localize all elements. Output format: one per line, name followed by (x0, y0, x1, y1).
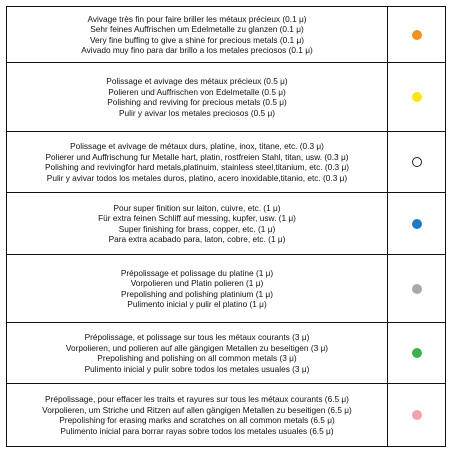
description-line-english: Polishing and revivingfor hard metals,platinuim, stainless steel,titanium, etc. (0.3 μ) (44, 162, 350, 172)
polishing-grades-table (6, 6, 446, 446)
color-cell (388, 132, 445, 192)
description-line-spanish: Pulir y avivar todos los metales duros, platino, acero inoxidable,titanio, etc. (0.3 μ) (46, 172, 348, 183)
table-row (6, 7, 446, 63)
pink-dot-icon (412, 410, 422, 420)
description-line-french: Avivage très fin pour faire briller les métaux précieux (0.1 μ) (87, 13, 307, 24)
table-row (6, 193, 446, 255)
description-line-french: Prépolissage et polissage du platine (1 μ) (120, 267, 274, 278)
green-dot-icon (412, 348, 422, 358)
color-cell (388, 193, 445, 254)
description-cell (7, 323, 388, 383)
table-row (6, 132, 446, 193)
description-line-spanish: Pulimento inicial y pulir el platino (1 μ) (127, 299, 267, 309)
yellow-dot-icon (412, 92, 422, 102)
description-cell (7, 255, 388, 322)
table-row (6, 323, 446, 384)
table-row (6, 63, 446, 132)
color-cell (388, 384, 445, 446)
description-line-english: Polishing and reviving for precious metals (0.5 μ) (107, 97, 287, 107)
color-cell (388, 255, 445, 322)
description-line-english: Prepolishing for erasing marks and scratches on all common metals (6.5 μ) (59, 415, 335, 425)
description-cell (7, 193, 388, 254)
blue-dot-icon (412, 219, 422, 229)
orange-dot-icon (412, 30, 422, 40)
color-cell (388, 323, 445, 383)
description-line-english: Prepolishing and polishing on all common metals (3 μ) (97, 353, 297, 363)
description-line-german: Polieren und Auffrischen von Edelmetalle (0.5 μ) (108, 86, 286, 97)
color-cell (388, 63, 445, 131)
description-cell (7, 132, 388, 192)
description-cell (7, 7, 388, 62)
description-line-german: Vorpolieren, um Striche und Ritzen auf allen gängigen Metallen zu beseitigen (6.5 μ) (42, 404, 352, 415)
description-line-english: Prepolishing and polishing platinium (1 μ) (121, 288, 273, 299)
table-row (6, 384, 446, 447)
description-line-german: Sehr feines Auffrischen um Edelmetalle zu glanzen (0.1 μ) (90, 24, 304, 34)
description-line-german: Polierer und Auffrischung fur Metalle hart, platin, rostfreien Stahl, titan, usw. (0.3 μ) (45, 151, 349, 162)
description-line-french: Polissage et avivage de métaux durs, platine, inox, titane, etc. (0.3 μ) (70, 141, 324, 151)
description-line-french: Prépolissage, et polissage sur tous les métaux courants (3 μ) (84, 332, 310, 342)
description-line-german: Vorpolieren und Platin polieren (1 μ) (130, 278, 264, 288)
grey-dot-icon (412, 284, 422, 294)
color-cell (388, 7, 445, 62)
description-line-german: Vorpolieren, und polieren auf alle gängigen Metallen zu beseitigen (3 μ) (65, 342, 329, 353)
description-cell (7, 384, 388, 446)
description-line-french: Polissage et avivage des métaux précieux (0.5 μ) (106, 76, 288, 86)
description-line-french: Pour super finition sur laiton, cuivre, etc. (1 μ) (113, 202, 281, 213)
description-line-french: Prépolissage, pour effacer les traits et rayures sur tous les métaux courants (6.5 μ) (45, 394, 349, 404)
table-row (6, 255, 446, 323)
description-line-english: Very fine buffing to give a shine for precious metals (0.1 μ) (89, 34, 304, 45)
description-line-english: Super finishing for brass, copper, etc. (1 μ) (118, 223, 276, 234)
description-line-spanish: Pulir y avivar los metales preciosos (0.5 μ) (118, 107, 276, 118)
description-line-german: Für extra feinen Schliff auf messing, kupfer, usw. (1 μ) (98, 213, 296, 223)
description-cell (7, 63, 388, 131)
description-line-spanish: Para extra acabado para, laton, cobre, etc. (1 μ) (108, 234, 286, 244)
description-line-spanish: Pulimento inicial para borrar rayas sobre todos los metales usuales (6.5 μ) (60, 425, 334, 436)
description-line-spanish: Pulimento inicial y pulir sobre todos los metales usuales (3 μ) (84, 363, 310, 374)
description-line-spanish: Avivado muy fino para dar brillo a los metales preciosos (0.1 μ) (81, 45, 313, 55)
white-hollow-dot-icon (412, 157, 422, 167)
